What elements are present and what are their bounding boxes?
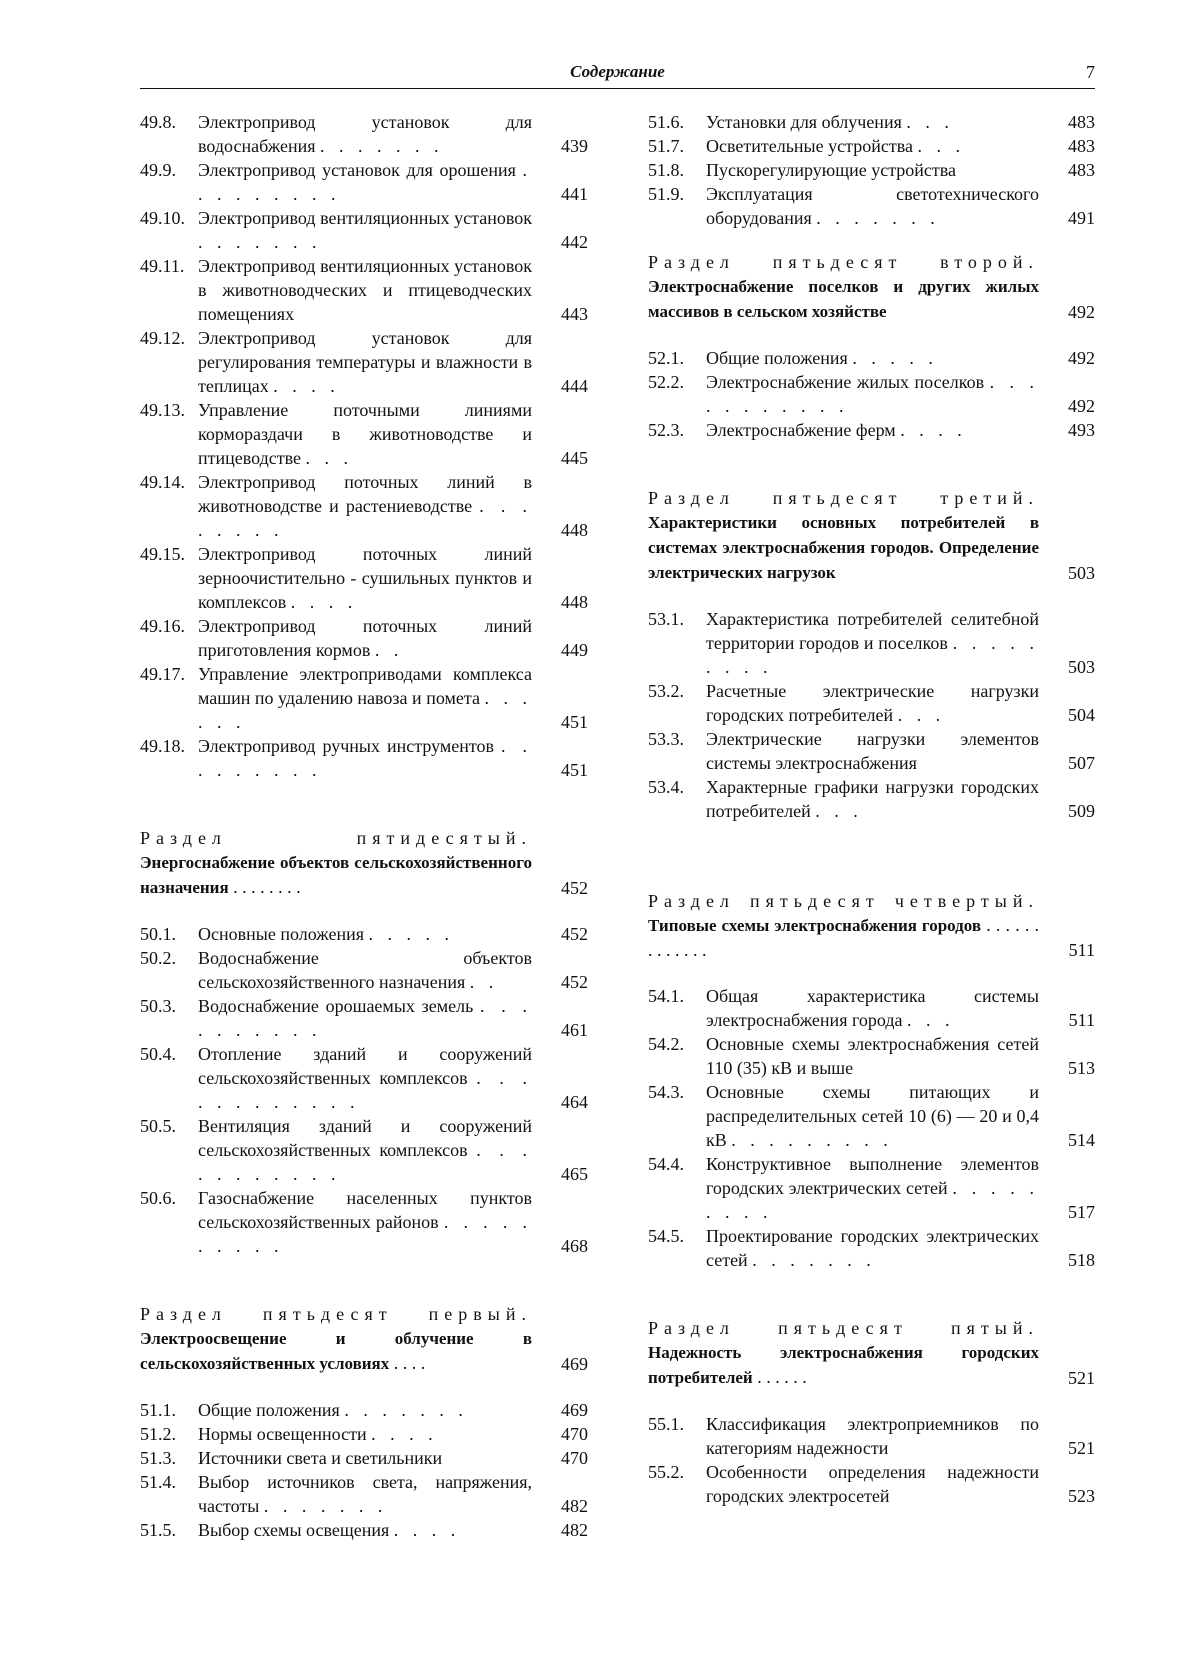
toc-entry xyxy=(648,1080,1095,1152)
entry-title: Проектирование городских электрических сетей xyxy=(706,1226,1039,1270)
entry-page-number: 491 xyxy=(1068,208,1095,228)
section-page-number: 511 xyxy=(1068,940,1095,960)
toc-entry xyxy=(648,110,1095,134)
entry-title-text xyxy=(198,542,532,614)
toc-entry xyxy=(648,418,1095,442)
leader-dots: . . . xyxy=(917,136,965,156)
toc-right-column xyxy=(648,110,1095,1508)
entry-number: 50.4. xyxy=(140,1044,176,1064)
leader-dots: . . . . xyxy=(393,1520,461,1540)
toc-left-column xyxy=(140,110,588,1542)
leader-dots: . . xyxy=(469,972,499,992)
entry-title-text xyxy=(706,110,1039,134)
entry-page-number: 443 xyxy=(561,304,588,324)
entry-title: Общая характеристика системы электроснабжения города xyxy=(706,986,1039,1030)
section-heading-text xyxy=(648,1316,1039,1390)
entry-page-number: 483 xyxy=(1068,136,1095,156)
toc-entry xyxy=(140,206,588,254)
toc-entry xyxy=(648,607,1095,679)
leader-dots: . . . . . . . xyxy=(198,232,322,252)
entry-title-text xyxy=(706,370,1039,418)
entry-number: 49.9. xyxy=(140,160,176,180)
entry-title: Электропривод установок для водоснабжения xyxy=(198,112,532,156)
section-heading xyxy=(648,486,1095,585)
leader-dots: . . . . xyxy=(371,1424,438,1444)
entry-page-number: 439 xyxy=(561,136,588,156)
entry-page-number: 451 xyxy=(561,760,588,780)
section-title: Электроснабжение поселков и других жилых массивов в сельском хозяйстве xyxy=(648,277,1039,321)
entry-number: 51.7. xyxy=(648,136,684,156)
entry-number: 51.1. xyxy=(140,1400,176,1420)
entry-title: Классификация электроприемников по категориям надежности xyxy=(706,1414,1039,1458)
toc-entry xyxy=(140,614,588,662)
leader-dots: . . . . . . . . . xyxy=(706,1178,1040,1222)
entry-number: 52.3. xyxy=(648,420,684,440)
leader-dots: . . . . xyxy=(290,592,358,612)
entry-page-number: 483 xyxy=(1068,112,1095,132)
entry-title-text xyxy=(198,1042,532,1114)
entry-title: Водоснабжение объектов сельскохозяйственного назначения xyxy=(198,948,532,992)
section-heading xyxy=(648,889,1095,962)
entry-number: 49.18. xyxy=(140,736,185,756)
entry-title-text xyxy=(706,1412,1039,1460)
entry-title-text xyxy=(706,775,1039,823)
toc-entry xyxy=(140,1422,588,1446)
section-heading xyxy=(648,1316,1095,1390)
leader-dots: . . . . . . . . . xyxy=(198,736,533,780)
entry-title: Электрические нагрузки элементов системы электроснабжения xyxy=(706,729,1039,773)
entry-number: 49.10. xyxy=(140,208,185,228)
entry-page-number: 470 xyxy=(561,1448,588,1468)
entry-title: Выбор источников света, напряжения, частоты xyxy=(198,1472,532,1516)
toc-entry xyxy=(140,326,588,398)
entry-page-number: 503 xyxy=(1068,657,1095,677)
toc-entry xyxy=(140,254,588,326)
entry-title-text xyxy=(198,662,532,734)
toc-entry xyxy=(648,370,1095,418)
entry-number: 50.3. xyxy=(140,996,176,1016)
entry-title-text xyxy=(706,134,1039,158)
toc-entry xyxy=(648,134,1095,158)
leader-dots: . . . . . . . . . . . . . xyxy=(648,915,1040,960)
entry-title-text xyxy=(198,398,532,470)
entry-title-text xyxy=(198,1518,532,1542)
entry-title: Источники света и светильники xyxy=(198,1448,443,1468)
entry-title: Общие положения xyxy=(198,1400,340,1420)
entry-title: Электропривод ручных инструментов xyxy=(198,736,495,756)
entry-number: 55.1. xyxy=(648,1414,684,1434)
entry-title-text xyxy=(198,1470,532,1518)
entry-title-text xyxy=(706,1032,1039,1080)
toc-entry xyxy=(140,1042,588,1114)
entry-number: 49.8. xyxy=(140,112,176,132)
leader-dots: . . . . . . . . xyxy=(198,496,533,540)
entry-page-number: 468 xyxy=(561,1236,588,1256)
section-page-number: 452 xyxy=(561,878,588,898)
entry-page-number: 442 xyxy=(561,232,588,252)
entry-title-text xyxy=(198,614,532,662)
entry-title-text xyxy=(198,994,532,1042)
entry-number: 49.17. xyxy=(140,664,185,684)
entry-page-number: 482 xyxy=(561,1496,588,1516)
toc-entry xyxy=(140,922,588,946)
entry-number: 53.2. xyxy=(648,681,684,701)
entry-title-text xyxy=(706,679,1039,727)
leader-dots: . . . . . . . xyxy=(752,1250,876,1270)
toc-entry xyxy=(140,470,588,542)
leader-dots: . . . . . . . xyxy=(320,136,444,156)
entry-page-number: 517 xyxy=(1068,1202,1095,1222)
entry-title-text xyxy=(198,470,532,542)
toc-entry xyxy=(648,727,1095,775)
toc-entry xyxy=(140,1470,588,1518)
entry-number: 50.5. xyxy=(140,1116,176,1136)
entry-title: Расчетные электрические нагрузки городских потребителей xyxy=(706,681,1039,725)
entry-page-number: 492 xyxy=(1068,396,1095,416)
entry-page-number: 449 xyxy=(561,640,588,660)
entry-page-number: 441 xyxy=(561,184,588,204)
toc-entry xyxy=(140,662,588,734)
entry-title: Особенности определения надежности городских электросетей xyxy=(706,1462,1039,1506)
entry-page-number: 513 xyxy=(1068,1058,1095,1078)
entry-title: Электроснабжение жилых поселков xyxy=(706,372,985,392)
page-number: 7 xyxy=(1086,62,1095,82)
entry-title-text xyxy=(198,110,532,158)
entry-title-text xyxy=(198,1114,532,1186)
entry-title-text xyxy=(198,326,532,398)
entry-title: Электропривод поточных линий в животноводстве и растениеводстве xyxy=(198,472,532,516)
leader-dots: . . . xyxy=(815,801,863,821)
entry-number: 51.3. xyxy=(140,1448,176,1468)
leader-dots: . . . . . . . . . . . . xyxy=(198,1068,533,1112)
leader-dots: . . . . . . . xyxy=(344,1400,468,1420)
entry-title-text xyxy=(706,607,1039,679)
entry-title-text xyxy=(706,1460,1039,1508)
entry-number: 54.5. xyxy=(648,1226,684,1246)
toc-entry xyxy=(648,346,1095,370)
section-heading xyxy=(648,250,1095,324)
entry-title: Установки для облучения xyxy=(706,112,902,132)
entry-title-text xyxy=(706,984,1039,1032)
entry-page-number: 518 xyxy=(1068,1250,1095,1270)
entry-title-text xyxy=(706,182,1039,230)
entry-title: Эксплуатация светотехнического оборудования xyxy=(706,184,1039,228)
leader-dots: . . . . . . xyxy=(757,1367,807,1387)
entry-title: Вентиляция зданий и сооружений сельскохозяйственных комплексов xyxy=(198,1116,532,1160)
entry-title: Общие положения xyxy=(706,348,848,368)
leader-dots: . . . . xyxy=(900,420,967,440)
entry-number: 53.4. xyxy=(648,777,684,797)
section-title: Характеристики основных потребителей в системах электроснабжения городов. Определение электрических нагрузок xyxy=(648,513,1039,582)
entry-page-number: 465 xyxy=(561,1164,588,1184)
leader-dots: . . . xyxy=(305,448,354,468)
entry-title: Пускорегулирующие устройства xyxy=(706,160,957,180)
toc-entry xyxy=(648,1152,1095,1224)
entry-title-text xyxy=(706,158,1039,182)
entry-page-number: 514 xyxy=(1068,1130,1095,1150)
toc-entry xyxy=(140,994,588,1042)
section-kicker: Раздел пятьдесят третий. xyxy=(648,488,1039,508)
entry-title: Электропривод установок для регулирования температуры и влажности в теплицах xyxy=(198,328,532,396)
toc-entry xyxy=(140,1446,588,1470)
entry-title: Основные положения xyxy=(198,924,364,944)
entry-page-number: 523 xyxy=(1068,1486,1095,1506)
entry-number: 49.16. xyxy=(140,616,185,636)
section-heading-text xyxy=(648,250,1039,324)
entry-number: 50.6. xyxy=(140,1188,176,1208)
entry-title: Осветительные устройства xyxy=(706,136,913,156)
toc-entry xyxy=(648,1412,1095,1460)
leader-dots: . . . . xyxy=(393,1353,426,1373)
entry-title: Конструктивное выполнение элементов городских электрических сетей xyxy=(706,1154,1039,1198)
toc-entry xyxy=(648,158,1095,182)
section-kicker: Раздел пятьдесят первый. xyxy=(140,1304,532,1324)
entry-title-text xyxy=(198,1446,532,1470)
entry-number: 54.4. xyxy=(648,1154,684,1174)
section-heading-text xyxy=(648,889,1039,962)
entry-page-number: 469 xyxy=(561,1400,588,1420)
leader-dots: . . . . . . . . . xyxy=(198,160,532,204)
running-title: Содержание xyxy=(570,62,665,81)
entry-page-number: 448 xyxy=(561,592,588,612)
entry-number: 53.1. xyxy=(648,609,684,629)
entry-title: Водоснабжение орошаемых земель xyxy=(198,996,474,1016)
leader-dots: . . . xyxy=(907,1010,955,1030)
entry-title: Электропривод поточных линий приготовления кормов xyxy=(198,616,532,660)
leader-dots: . . . xyxy=(906,112,954,132)
entry-number: 50.2. xyxy=(140,948,176,968)
toc-entry xyxy=(140,542,588,614)
entry-number: 52.2. xyxy=(648,372,684,392)
section-kicker: Раздел пятьдесят четвертый. xyxy=(648,891,1039,911)
entry-page-number: 492 xyxy=(1068,348,1095,368)
leader-dots: . . . . . . . xyxy=(816,208,940,228)
page-header xyxy=(140,62,1095,89)
entry-number: 49.13. xyxy=(140,400,185,420)
entry-title: Отопление зданий и сооружений сельскохозяйственных комплексов xyxy=(198,1044,532,1088)
entry-title: Управление поточными линиями кормораздачи в животноводстве и птицеводстве xyxy=(198,400,532,468)
entry-number: 49.14. xyxy=(140,472,185,492)
entry-title: Электроснабжение ферм xyxy=(706,420,896,440)
leader-dots: . . . . . . . . xyxy=(233,877,301,897)
entry-title-text xyxy=(198,734,532,782)
entry-number: 53.3. xyxy=(648,729,684,749)
entry-title-text xyxy=(706,1152,1039,1224)
entry-page-number: 511 xyxy=(1068,1010,1095,1030)
section-page-number: 521 xyxy=(1068,1368,1095,1388)
toc-entry xyxy=(140,734,588,782)
entry-title: Газоснабжение населенных пунктов сельскохозяйственных районов xyxy=(198,1188,532,1232)
toc-entry xyxy=(140,1518,588,1542)
entry-page-number: 451 xyxy=(561,712,588,732)
entry-number: 51.9. xyxy=(648,184,684,204)
leader-dots: . . . xyxy=(897,705,946,725)
entry-title-text xyxy=(198,1186,532,1258)
entry-page-number: 493 xyxy=(1068,420,1095,440)
entry-title: Нормы освещенности xyxy=(198,1424,367,1444)
leader-dots: . . . . xyxy=(273,376,340,396)
entry-number: 49.12. xyxy=(140,328,185,348)
entry-number: 54.2. xyxy=(648,1034,684,1054)
entry-page-number: 507 xyxy=(1068,753,1095,773)
entry-number: 51.5. xyxy=(140,1520,176,1540)
section-page-number: 492 xyxy=(1068,302,1095,322)
entry-number: 51.2. xyxy=(140,1424,176,1444)
entry-title-text xyxy=(198,1398,532,1422)
section-title: Электроосвещение и облучение в сельскохозяйственных условиях xyxy=(140,1329,532,1373)
entry-number: 54.3. xyxy=(648,1082,684,1102)
entry-page-number: 461 xyxy=(561,1020,588,1040)
section-heading xyxy=(140,1302,588,1376)
entry-page-number: 445 xyxy=(561,448,588,468)
toc-entry xyxy=(648,775,1095,823)
toc-entry xyxy=(140,1186,588,1258)
leader-dots: . . . . . xyxy=(368,924,454,944)
leader-dots: . . . . . . . . . . xyxy=(198,1212,533,1256)
section-title: Надежность электроснабжения городских потребителей xyxy=(648,1343,1039,1387)
section-heading-text xyxy=(140,826,532,900)
entry-title-text xyxy=(198,254,532,326)
entry-page-number: 482 xyxy=(561,1520,588,1540)
leader-dots: . . . . . . . . . . . xyxy=(706,372,1039,416)
entry-page-number: 452 xyxy=(561,972,588,992)
toc-entry xyxy=(648,984,1095,1032)
entry-page-number: 509 xyxy=(1068,801,1095,821)
entry-number: 52.1. xyxy=(648,348,684,368)
entry-page-number: 444 xyxy=(561,376,588,396)
section-heading xyxy=(140,826,588,900)
entry-title-text xyxy=(198,1422,532,1446)
toc-entry xyxy=(648,1224,1095,1272)
section-page-number: 503 xyxy=(1068,563,1095,583)
entry-page-number: 521 xyxy=(1068,1438,1095,1458)
entry-title: Электропривод установок для орошения xyxy=(198,160,516,180)
toc-entry xyxy=(140,158,588,206)
entry-title-text xyxy=(706,346,1039,370)
toc-entry xyxy=(140,1114,588,1186)
entry-title: Основные схемы электроснабжения сетей 110 (35) кВ и выше xyxy=(706,1034,1039,1078)
toc-entry xyxy=(140,1398,588,1422)
section-title: Типовые схемы электроснабжения городов xyxy=(648,916,982,935)
entry-number: 51.8. xyxy=(648,160,684,180)
entry-number: 55.2. xyxy=(648,1462,684,1482)
section-kicker: Раздел пятьдесят пятый. xyxy=(648,1318,1039,1338)
entry-number: 49.15. xyxy=(140,544,185,564)
toc-entry xyxy=(648,679,1095,727)
entry-title: Выбор схемы освещения xyxy=(198,1520,390,1540)
entry-title: Характеристика потребителей селитебной территории городов и поселков xyxy=(706,609,1039,653)
toc-entry xyxy=(140,946,588,994)
leader-dots: . . xyxy=(374,640,404,660)
toc-entry xyxy=(140,398,588,470)
entry-title: Электропривод вентиляционных установок в животноводческих и птицеводческих помещениях xyxy=(198,256,532,324)
leader-dots: . . . . . . . . . xyxy=(731,1130,893,1150)
entry-title-text xyxy=(706,1224,1039,1272)
section-kicker: Раздел пятидесятый. xyxy=(140,828,532,848)
entry-title: Основные схемы питающих и распределительных сетей 10 (6) — 20 и 0,4 кВ xyxy=(706,1082,1039,1150)
entry-number: 51.6. xyxy=(648,112,684,132)
entry-number: 50.1. xyxy=(140,924,176,944)
leader-dots: . . . . . . . . . . xyxy=(198,996,533,1040)
leader-dots: . . . . . . . . . . . xyxy=(198,1140,533,1184)
toc-entry xyxy=(648,1460,1095,1508)
section-heading-text xyxy=(648,486,1039,585)
entry-page-number: 448 xyxy=(561,520,588,540)
leader-dots: . . . . . . . xyxy=(263,1496,388,1516)
section-title: Энергоснабжение объектов сельскохозяйственного назначения xyxy=(140,853,532,897)
entry-number: 54.1. xyxy=(648,986,684,1006)
entry-title-text xyxy=(706,418,1039,442)
entry-title-text xyxy=(198,206,532,254)
leader-dots: . . . . . . xyxy=(198,688,533,732)
entry-page-number: 483 xyxy=(1068,160,1095,180)
leader-dots: . . . . . xyxy=(852,348,938,368)
entry-title: Электропривод вентиляционных установок xyxy=(198,208,532,228)
entry-title-text xyxy=(706,727,1039,775)
toc-entry xyxy=(140,110,588,158)
toc-entry xyxy=(648,1032,1095,1080)
entry-page-number: 504 xyxy=(1068,705,1095,725)
toc-entry xyxy=(648,182,1095,230)
entry-title-text xyxy=(198,946,532,994)
entry-title: Характерные графики нагрузки городских потребителей xyxy=(706,777,1039,821)
section-kicker: Раздел пятьдесят второй. xyxy=(648,252,1039,272)
entry-title-text xyxy=(198,158,532,206)
section-page-number: 469 xyxy=(561,1354,588,1374)
entry-title-text xyxy=(198,922,532,946)
leader-dots: . . . . . . . . . xyxy=(706,633,1040,677)
entry-title: Управление электроприводами комплекса машин по удалению навоза и помета xyxy=(198,664,532,708)
entry-number: 51.4. xyxy=(140,1472,176,1492)
entry-number: 49.11. xyxy=(140,256,185,276)
entry-title: Электропривод поточных линий зерноочистительно - сушильных пунктов и комплексов xyxy=(198,544,532,612)
section-heading-text xyxy=(140,1302,532,1376)
entry-page-number: 464 xyxy=(561,1092,588,1112)
entry-page-number: 452 xyxy=(561,924,588,944)
entry-page-number: 470 xyxy=(561,1424,588,1444)
entry-title-text xyxy=(706,1080,1039,1152)
